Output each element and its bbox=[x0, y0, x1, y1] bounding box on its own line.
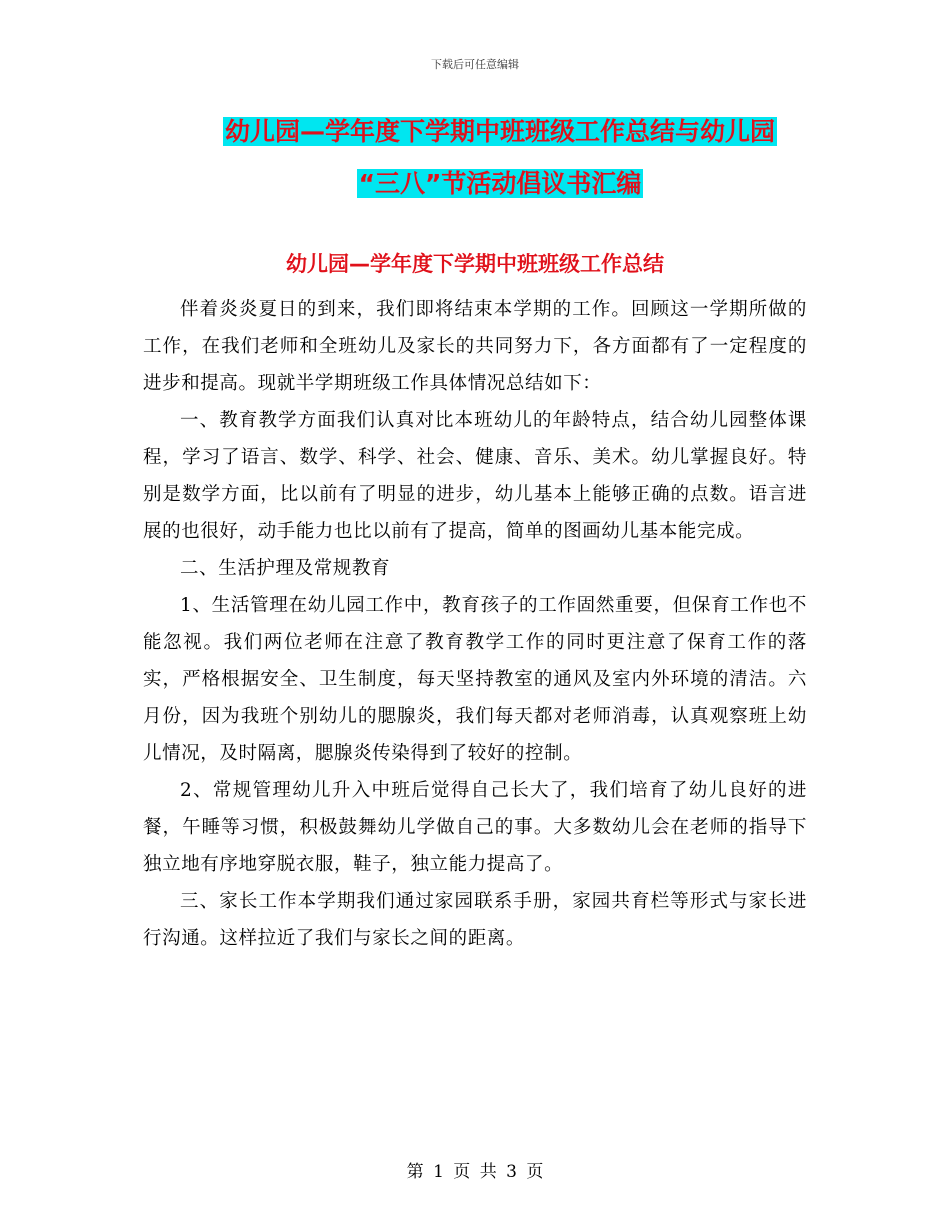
document-title bbox=[120, 106, 880, 210]
document-title-line1: 幼儿园—学年度下学期中班班级工作总结与幼儿园 bbox=[224, 117, 775, 146]
paragraph: 2、常规管理幼儿升入中班后觉得自己长大了，我们培育了幼儿良好的进餐，午睡等习惯，积极鼓舞幼儿学做自己的事。大多数幼儿会在老师的指导下独立地有序地穿脱衣服，鞋子，独立能力提高了。 bbox=[143, 780, 807, 875]
page-number: 第 1 页 共 3 页 bbox=[406, 1162, 544, 1182]
paragraph: 三、家长工作本学期我们通过家园联系手册，家园共育栏等形式与家长进行沟通。这样拉近了我们与家长之间的距离。 bbox=[143, 891, 807, 949]
paragraph: 一、教育教学方面我们认真对比本班幼儿的年龄特点，结合幼儿园整体课程，学习了语言、数学、科学、社会、健康、音乐、美术。幼儿掌握良好。特别是数学方面，比以前有了明显的进步，幼儿基本上能够正确的点数。语言进展的也很好，动手能力也比以前有了提高，简单的图画幼儿基本能完成。 bbox=[143, 410, 807, 542]
paragraph: 1、生活管理在幼儿园工作中，教育孩子的工作固然重要，但保育工作也不能忽视。我们两位老师在注意了教育教学工作的同时更注意了保育工作的落实，严格根据安全、卫生制度，每天坚持教室的通风及室内外环境的清洁。六月份，因为我班个别幼儿的腮腺炎，我们每天都对老师消毒，认真观察班上幼儿情况，及时隔离，腮腺炎传染得到了较好的控制。 bbox=[143, 595, 807, 764]
body-text bbox=[143, 291, 807, 957]
paragraph: 二、生活护理及常规教育 bbox=[180, 558, 391, 579]
paragraph: 伴着炎炎夏日的到来，我们即将结束本学期的工作。回顾这一学期所做的工作，在我们老师和全班幼儿及家长的共同努力下，各方面都有了一定程度的进步和提高。现就半学期班级工作具体情况总结如下： bbox=[143, 299, 807, 394]
section-title: 幼儿园—学年度下学期中班班级工作总结 bbox=[286, 252, 664, 276]
document-title-line2: “三八”节活动倡议书汇编 bbox=[358, 169, 642, 198]
header-note: 下载后可任意编辑 bbox=[431, 58, 519, 71]
